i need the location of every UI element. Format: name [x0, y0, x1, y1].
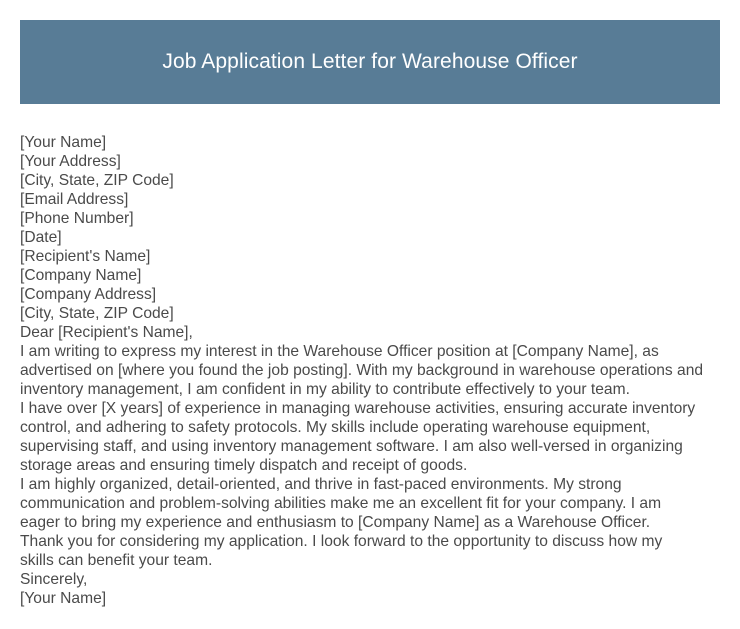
sender-block — [20, 133, 725, 228]
header-banner — [20, 20, 720, 104]
paragraph-line: skills can benefit your team. — [20, 552, 213, 569]
paragraph-line: supervising staff, and using inventory management software. I am also well-versed in organizing — [20, 438, 683, 455]
sender-name: [Your Name] — [20, 134, 107, 151]
recipient-city-state-zip: [City, State, ZIP Code] — [20, 305, 174, 322]
closing: Sincerely, — [20, 571, 88, 588]
salutation: Dear [Recipient's Name], — [20, 324, 193, 341]
recipient-company: [Company Name] — [20, 267, 142, 284]
paragraph-qualities — [20, 475, 725, 532]
paragraph-line: I am writing to express my interest in the Warehouse Officer position at [Company Name], as — [20, 343, 659, 360]
paragraph-line: eager to bring my experience and enthusiasm to [Company Name] as a Warehouse Officer. — [20, 514, 651, 531]
sender-address: [Your Address] — [20, 153, 121, 170]
paragraph-thanks — [20, 532, 725, 570]
sender-phone: [Phone Number] — [20, 210, 134, 227]
recipient-block — [20, 247, 725, 323]
paragraph-line: I have over [X years] of experience in managing warehouse activities, ensuring accurate inventory — [20, 400, 696, 417]
letter-body — [20, 133, 725, 608]
paragraph-line: storage areas and ensuring timely dispatch and receipt of goods. — [20, 457, 468, 474]
paragraph-line: control, and adhering to safety protocols. My skills include operating warehouse equipment, — [20, 419, 651, 436]
paragraph-intro — [20, 342, 725, 399]
recipient-name: [Recipient's Name] — [20, 248, 151, 265]
recipient-address: [Company Address] — [20, 286, 157, 303]
paragraph-line: I am highly organized, detail-oriented, and thrive in fast-paced environments. My strong — [20, 476, 622, 493]
paragraph-experience — [20, 399, 725, 475]
signature: [Your Name] — [20, 590, 107, 607]
paragraph-line: Thank you for considering my application. I look forward to the opportunity to discuss how my — [20, 533, 663, 550]
sender-city-state-zip: [City, State, ZIP Code] — [20, 172, 174, 189]
page-title: Job Application Letter for Warehouse Officer — [162, 50, 578, 73]
paragraph-line: advertised on [where you found the job posting]. With my background in warehouse operations and — [20, 362, 704, 379]
paragraph-line: inventory management, I am confident in my ability to contribute effectively to your team. — [20, 381, 630, 398]
paragraph-line: communication and problem-solving abilities make me an excellent fit for your company. I am — [20, 495, 662, 512]
letter-date: [Date] — [20, 229, 62, 246]
sender-email: [Email Address] — [20, 191, 129, 208]
